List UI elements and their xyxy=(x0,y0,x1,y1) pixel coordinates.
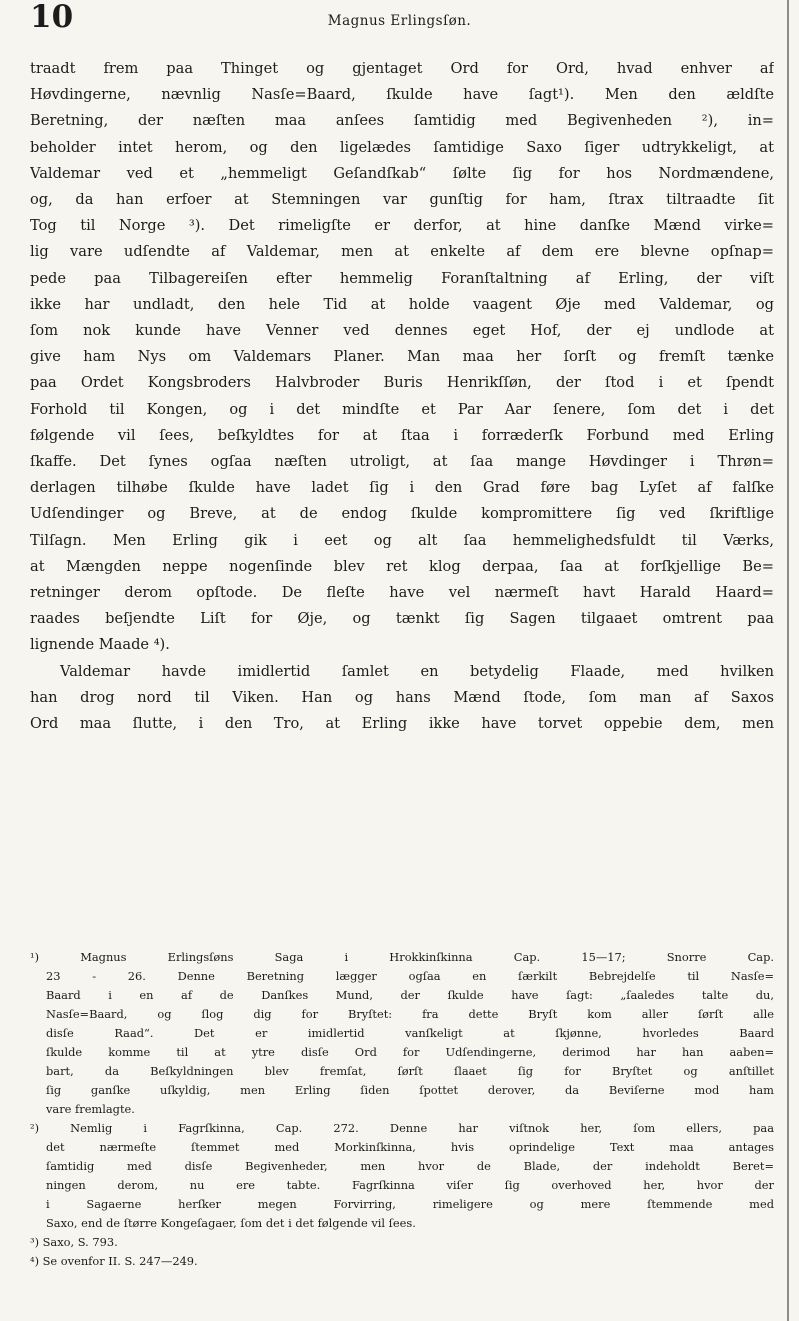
footnote-line: Nasſe=Baard, og ſlog dig for Bryſtet: fra dette Bryſt kom aller ſørſt alle xyxy=(46,1007,774,1021)
body-line: Forhold til Kongen, og i det mindſte et Par Aar ſenere, ſom det i det xyxy=(30,400,774,418)
body-line: Udſendinger og Breve, at de endog ſkulde kompromittere ſig ved ſkriftlige xyxy=(30,505,774,523)
footnote-line: ningen derom, nu ere tabte. Fagrſkinna viſer ſig overhoved her, hvor der xyxy=(46,1178,774,1192)
body-line: Tilſagn. Men Erling gik i eet og alt ſaa hemmelighedsfuldt til Værks, xyxy=(30,531,774,549)
footnote-line: 23 - 26. Denne Beretning lægger ogſaa en ſærkilt Bebrejdelſe til Nasſe= xyxy=(46,969,774,983)
body-line: give ham Nys om Valdemars Planer. Man maa her ſorſt og fremſt tænke xyxy=(30,348,774,366)
footnote-line: ſamtidig med disſe Begivenheder, men hvor de Blade, der indeholdt Beret= xyxy=(46,1159,774,1173)
page-edge-line xyxy=(787,0,789,1321)
body-line: og, da han erfoer at Stemningen var gunſtig for ham, ſtrax tiltraadte ſit xyxy=(30,191,774,209)
body-line: at Mængden neppe nogenſinde blev ret klog derpaa, ſaa at forſkjellige Be= xyxy=(30,557,774,575)
body-line: han drog nord til Viken. Han og hans Mænd ſtode, ſom man af Saxos xyxy=(30,688,774,706)
body-line: Tog til Norge ³). Det rimeligſte er derfor, at hine danſke Mænd virke= xyxy=(30,217,774,235)
body-line: pede paa Tilbagereiſen efter hemmelig Foranſtaltning af Erling, der viſt xyxy=(30,269,774,287)
body-line: Valdemar havde imidlertid ſamlet en betydelig Flaade, med hvilken xyxy=(60,662,774,680)
running-head: Magnus Erlingsſøn. xyxy=(327,13,472,29)
body-line: derlagen tilhøbe ſkulde have ladet ſig i den Grad føre bag Lyſet af falſke xyxy=(30,479,774,497)
footnote-line: ¹) Magnus Erlingsſøns Saga i Hrokkinſkinna Cap. 15—17; Snorre Cap. xyxy=(30,950,774,964)
footnote-line: bart, da Beſkyldningen blev fremſat, ſørſt ſlaaet ſig for Bryſtet og anſtillet xyxy=(46,1064,774,1078)
footnote-line: ³) Saxo, S. 793. xyxy=(30,1235,118,1249)
body-line: Beretning, der næſten maa anſees ſamtidig med Begivenheden ²), in= xyxy=(30,112,774,130)
body-line: lig vare udſendte af Valdemar, men at enkelte af dem ere blevne opſnap= xyxy=(30,243,774,261)
body-text xyxy=(30,56,774,737)
body-line: lignende Maade ⁴). xyxy=(30,636,170,654)
body-line: Høvdingerne, nævnlig Nasſe=Baard, ſkulde have ſagt¹). Men den ældſte xyxy=(30,86,774,104)
body-line: retninger derom opſtode. De fleſte have vel nærmeſt havt Harald Haard= xyxy=(30,584,774,602)
body-line: følgende vil ſees, beſkyldtes for at ſtaa i forræderſk Forbund med Erling xyxy=(30,426,774,444)
body-line: raades beſjendte Liſt for Øje, og tænkt ſig Sagen tilgaaet omtrent paa xyxy=(30,610,774,628)
footnote-line: Baard i en af de Danſkes Mund, der ſkulde have ſagt: „ſaaledes talte du, xyxy=(46,988,774,1002)
body-line: traadt frem paa Thinget og gjentaget Ord for Ord, hvad enhver af xyxy=(30,60,774,77)
body-line: Ord maa ſlutte, i den Tro, at Erling ikke have torvet oppebie dem, men xyxy=(30,715,774,733)
footnote-line: disſe Raad“. Det er imidlertid vanſkeligt at ſkjønne, hvorledes Baard xyxy=(46,1026,774,1040)
footnote-line: i Sagaerne herſker megen Forvirring, rimeligere og mere ſtemmende med xyxy=(46,1197,774,1211)
body-line: ſom nok kunde have Venner ved dennes eget Hof, der ej undlode at xyxy=(30,322,774,340)
footnotes xyxy=(30,948,774,1271)
footnote-line: ſig ganſke uſkyldig, men Erling ſiden ſpottet derover, da Beviſerne mod ham xyxy=(46,1083,774,1097)
body-line: Valdemar ved et „hemmeligt Geſandſkab“ ſølte ſig for hos Nordmændene, xyxy=(30,164,774,182)
footnote-line: Saxo, end de ſtørre Kongeſagaer, ſom det i det følgende vil ſees. xyxy=(46,1216,416,1230)
footnote-line: vare fremlagte. xyxy=(46,1102,135,1116)
footnote-line: det nærmeſte ſtemmet med Morkinſkinna, hvis oprindelige Text maa antages xyxy=(46,1140,774,1154)
body-line: beholder intet herom, og den ligelædes ſamtidige Saxo ſiger udtrykkeligt, at xyxy=(30,138,774,156)
body-line: ſkaffe. Det ſynes ogſaa næſten utroligt, at ſaa mange Høvdinger i Thrøn= xyxy=(30,453,774,471)
footnote-line: ²) Nemlig i Fagrſkinna, Cap. 272. Denne har viſtnok her, ſom ellers, paa xyxy=(30,1121,774,1135)
body-line: ikke har undladt, den hele Tid at holde vaagent Øje med Valdemar, og xyxy=(30,295,774,313)
page-number: 10 xyxy=(30,0,74,35)
body-line: paa Ordet Kongsbroders Halvbroder Buris Henrikſſøn, der ſtod i et ſpendt xyxy=(30,374,774,392)
footnote-line: ⁴) Se ovenfor II. S. 247—249. xyxy=(30,1254,198,1268)
footnote-line: ſkulde komme til at ytre disſe Ord for Udſendingerne, derimod har han aaben= xyxy=(46,1045,774,1059)
